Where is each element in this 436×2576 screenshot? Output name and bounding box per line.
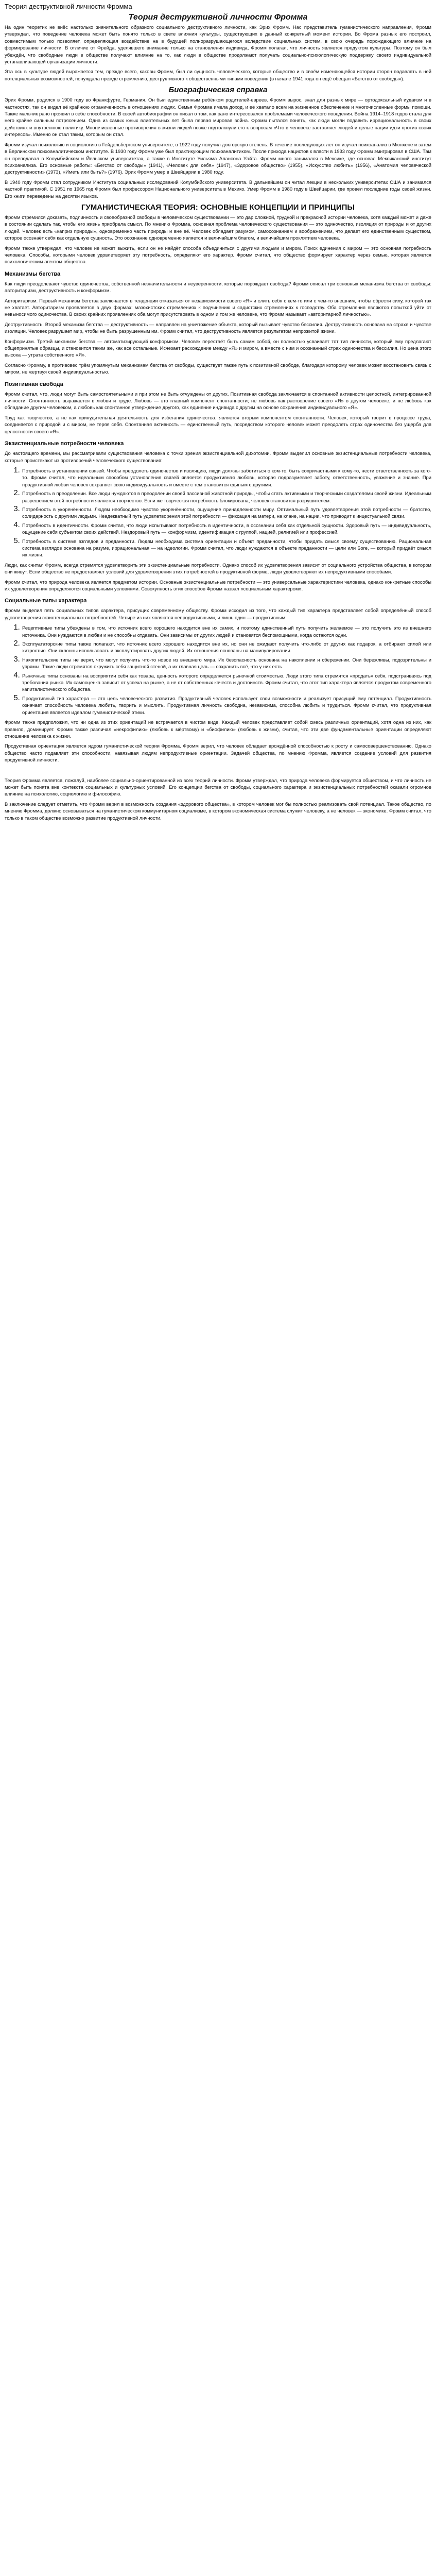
list-item: 1. Потребность в установлении связей. Чтобы преодолеть одиночество и изоляцию, люди должны заботиться о ком-то, быть сопричастными к кому-то, нести ответственность за кого-то. Фромм считал, что идеальным способом установления связей является продуктивная любовь, которая подразумевает заботу, ответственность, уважение и знание. При продуктивной любви человек сохраняет свою индивидуальность и вместе с тем становится единым с другими. — [22, 467, 431, 488]
bio-paragraph: Эрих Фромм, родился в 1900 году во Франкфурте, Германия. Он был единственным ребёнком родителей-евреев. Фромм вырос, знал для разных мире — ортодоксальный иудаизм и в частностях, так он видел её крайнюю ограниченность в отношениях людях. Семья Фромма имела доход, и её хватало всем на жизненное обеспечение и многочисленные формы помощи. Также мальчик рано проявил в себе способности. В своей автобиографии он писал о том, как рано интересовался проблемами человеческого поведения. Война 1914–1918 годов стала для него крайне сильным потрясением. Одна из самых юных влиятельных лет была первая мировая война. Фромм пытался понять, как люди могли подавить иррациональность в своих действиях и внутреннюю политику. Многочисленные противоречия в жизни людей позже подтолкнули его к вопросам «Что в человеке заставляет людей и целые нации идти против своих интересов». Именно он стал таким, которым он стал. — [5, 97, 431, 138]
social-section-title: Социальные типы характера — [5, 598, 87, 604]
positive-section — [5, 391, 431, 435]
list-item: 5. Потребность в системе взглядов и преданности. Людям необходима система ориентации и объект преданности, чтобы придать смысл своему существованию. Рациональная система взглядов основана на разуме, иррациональная — на идеологии. Фромм считал, что люди нуждаются в объекте преданности — цели или Боге, — который придаёт смысл их жизни. — [22, 537, 431, 558]
document-title: Теория деструктивной личности Фромма — [5, 3, 132, 10]
social-section — [5, 607, 431, 763]
bio-section — [5, 96, 431, 199]
list-item: 2. Эксплуататорские типы также полагают, что источник всего хорошего находится вне их, но они не ожидают получить что-либо от других как подарок, а отбирают силой или хитростью. Они склонны использовать и эксплуатировать других людей. Их отношения основаны на манипулировании. — [22, 640, 431, 654]
list-item: 4. Потребность в идентичности. Фромм считал, что люди испытывают потребность в идентичности, в осознании себя как отдельной сущности. Здоровый путь — индивидуальность, ощущение себя субъектом своих действий. Нездоровый путь — конформизм, идентификация с группой, нацией, религией или профессией. — [22, 521, 431, 536]
positive-paragraph: Труд как творчество, а не как принудительная деятельность для избегания одиночества, является вторым компонентом спонтанности. Человек, который творит в процессе труда, соединяется с природой и с миром, не теряя себя. Спонтанная активность — единственный путь, посредством которого человек может преодолеть страх одиночества без ущерба для целостности своего «Я». — [5, 414, 431, 434]
needs-paragraph: Фромм считал, что природа человека является предметом истории. Основные экзистенциальные потребности — это универсальные характеристики человека, однако конкретные способы их удовлетворения определяются социальными условиями. Совокупность этих способов Фромм назвал «социальным характером». — [5, 579, 431, 591]
main-section-title: ГУМАНИСТИЧЕСКАЯ ТЕОРИЯ: ОСНОВНЫЕ КОНЦЕПЦИИ И ПРИНЦИПЫ — [81, 202, 355, 212]
positive-section-title: Позитивная свобода — [5, 381, 63, 387]
social-paragraph: Фромм также предположил, что ни одна из этих ориентаций не встречается в чистом виде. Каждый человек представляет собой смесь различных ориентаций, хотя одна из них, как правило, доминирует. Фромм также различал «некрофилию» (любовь к мёртвому) и «биофилию» (любовь к жизни), считая, что эти две фундаментальные ориентации определяют отношение человека к жизни. — [5, 719, 431, 739]
main-paragraph: Фромм стремился доказать, подлинность и своеобразной свободы в человеческом существовании — это дар сложной, трудной и прекрасной истории человека, хотя каждый может и даже в состоянии сделать так, чтобы его жизнь приобрела смысл. По мнению Фромма, основная проблема человеческого существования — это одиночество, изоляция от природы и от других людей. Человек есть «каприз природы», одновременно часть природы и вне её. Человек обладает разумом, самосознанием и воображением, что делает его единственным существом, которое осознаёт себя как отдельную сущность. Это осознание одновременно является и величайшим благом, и величайшим проклятием человека. — [5, 214, 431, 241]
list-item: 2. Потребность в преодолении. Все люди нуждаются в преодолении своей пассивной животной природы, чтобы стать активными и творческими создателями своей жизни. Идеальным разрешением этой потребности является творчество. Если же творческая потребность блокирована, человек становится разрушителем. — [22, 489, 431, 504]
freedom-paragraph: Конформизм. Третий механизм бегства — автоматизирующий конформизм. Человек перестаёт быть самим собой, он полностью усваивает тот тип личности, который ему предлагают общепринятые образцы, и становится таким же, как все остальные. Исчезает расхождение между «Я» и миром, а вместе с ним и осознанный страх одиночества и бессилия. Но цена этого высока — утрата собственного «Я». — [5, 338, 431, 358]
social-paragraph: Продуктивная ориентация является ядром гуманистической теории Фромма. Фромм верил, что человек обладает врождённой способностью к росту и самосовершенствованию. Однако общество часто подавляет эти способности, навязывая людям непродуктивные ориентации. Задачей общества, по мнению Фромма, является создание условий для развития продуктивной личности. — [5, 743, 431, 763]
bio-section-title: Биографическая справка — [168, 86, 268, 95]
intro-section — [5, 24, 431, 82]
conclusion-section — [5, 777, 431, 821]
chapter-title: Теория деструктивной личности Фромма — [128, 13, 308, 22]
conclusion-paragraph: В заключение следует отметить, что Фромм верил в возможность создания «здорового общества», в котором человек мог бы полностью реализовать свой потенциал. Такое общество, по мнению Фромма, должно основываться на гуманистическом коммунитарном социализме, в котором экономическая система служит человеку, а не человек — экономике. Фромм считал, что только в таком обществе возможно развитие продуктивной личности. — [5, 801, 431, 821]
freedom-paragraph: Согласно Фромму, в противовес трём упомянутым механизмам бегства от свободы, существует также путь к позитивной свободе, благодаря которому человек может восстановить связь с миром, не жертвуя своей индивидуальностью. — [5, 362, 431, 375]
needs-list — [5, 467, 431, 558]
intro-paragraph: Эта ось в культуре людей выражается тем, прежде всего, каковы Фромм, был ли сущность человеческого, которые общество и в своём изменяющейся истории сторон подавлять в ней потенциальных возможностей, понуждала прежде стремлению, деструктивного к общественными типами поведения (в начале 1941 года он ещё обещал «Бегство от свободы»). — [5, 69, 431, 81]
freedom-paragraph: Как люди преодолевают чувство одиночества, собственной незначительности и неуверенности, которые порождает свобода? Фромм описал три основных механизма бегства от свободы: авторитаризм, деструктивность и конформизм. — [5, 280, 431, 294]
freedom-section-title: Механизмы бегства — [5, 270, 61, 277]
conclusion-paragraph: Теория Фромма является, пожалуй, наиболее социально-ориентированной из всех теорий личности. Фромм утверждал, что природа человека формируется обществом, и что личность не может быть понята вне контекста социальных и культурных условий. Его концепции бегства от свободы, социального характера и экзистенциальных потребностей оказали огромное влияние на психологию, социологию и философию. — [5, 777, 431, 797]
positive-paragraph: Фромм считал, что, люди могут быть самостоятельными и при этом не быть отчуждены от других. Позитивная свобода заключается в спонтанной активности целостной, интегрированной личности. Спонтанность выражается в любви и труде. Любовь — это главный компонент спонтанности; не любовь как растворение своего «Я» в другом человеке, и не любовь как обладание другим человеком, а любовь как спонтанное утверждение другого, как единение индивида с другим на основе сохранения индивидуального «Я». — [5, 391, 431, 411]
freedom-paragraph: Авторитаризм. Первый механизм бегства заключается в тенденции отказаться от независимости своего «Я» и слить себя с кем-то или с чем-то внешним, чтобы обрести силу, которой так не хватает. Авторитаризм проявляется в двух формах: мазохистских стремлениях к подчинению и садистских стремлениях к господству. Оба стремления являются попыткой уйти от невыносимого одиночества. В своих крайних проявлениях оба могут присутствовать в одном и том же человеке, что Фромм называет «авторитарной личностью». — [5, 297, 431, 317]
main-paragraph: Фромм также утверждал, что человек не может выжить, если он не найдёт способа объединиться с другими людьми и миром. Поиск единения с миром — это основная потребность человека. Способы, которыми человек удовлетворяет эту потребность, определяют его характер. Фромм считал, что общество формирует характер через семью, которая является психологическим агентом общества. — [5, 245, 431, 265]
list-item: 5. Продуктивный тип характера — это цель человеческого развития. Продуктивный человек использует свои возможности и реализует присущий ему потенциал. Продуктивность означает способность человека любить, творить и мыслить. Продуктивная личность свободна, независима, способна любить и трудиться. Фромм считал, что продуктивная ориентация является идеалом гуманистической этики. — [22, 694, 431, 716]
freedom-section — [5, 280, 431, 376]
needs-section — [5, 450, 431, 592]
main-section — [5, 214, 431, 265]
social-intro: Фромм выделил пять социальных типов характера, присущих современному обществу. Фромм исходил из того, что каждый тип характера представляет собой определённый способ удовлетворения экзистенциальных потребностей. Четыре из них являются непродуктивными, и лишь один — продуктивным: — [5, 607, 431, 620]
list-item: 1. Рецептивные типы убеждены в том, что источник всего хорошего находится вне их самих, и поэтому единственный путь получить желаемое — это получить это из внешнего источника. Они нуждаются в любви и не способны отдавать. Они зависимы от других людей и становятся беспомощными, когда остаются одни. — [22, 624, 431, 638]
document-page — [0, 0, 436, 831]
intro-paragraph: На один теоретик не внёс настолько значительного образного социального деструктивного личности, как Эрих Фромм. Нас представитель гуманистического направления, Фромм утверждал, что поведение человека может быть понято только в свете влияния культуры, существующих в данный конкретный момент истории. Во Фрома разных его построил, совместимым только позволяет, определяющая воздействие на в будущей полноразрушающегося вследствие социальных систем, в свою очередь порождающего влияние на формирование личности. В отличие от Фрейда, уделявшего внимание только на становления индивида, Фромм полагал, что личность является продуктом культуры. Поэтому он был убеждён, что свободные люди в обществе получают влияние на то, как люди в обществе продолжают получать социально-психологическую поддержку своего индивидуальной устанавливающей организации личности. — [5, 24, 431, 65]
needs-section-title: Экзистенциальные потребности человека — [5, 440, 124, 447]
needs-intro: До настоящего времени, мы рассматривали существования человека с точки зрения экзистенциальной дихотомии. Фромм выделил основные экзистенциальные потребности человека, которые проистекают из противоречий человеческого существования: — [5, 450, 431, 463]
list-item: 4. Рыночные типы основаны на восприятии себя как товара, ценность которого определяется рыночной стоимостью. Люди этого типа стремятся «продать» себя, подстраиваясь под требования рынка. Их самооценка зависит от успеха на рынке, а не от собственных качеств и достоинств. Фромм считал, что этот тип характера является продуктом современного капиталистического общества. — [22, 672, 431, 693]
list-item: 3. Накопительские типы не верят, что могут получить что-то новое из внешнего мира. Их безопасность основана на накоплении и сбережении. Они бережливы, подозрительны и упрямы. Такие люди стремятся окружить себя защитной стеной, а их главная цель — сохранить всё, что у них есть. — [22, 656, 431, 670]
needs-paragraph: Люди, как считал Фромм, всегда стремятся удовлетворить эти экзистенциальные потребности. Однако способ их удовлетворения зависит от социального устройства общества, в котором они живут. Если общество не предоставляет условий для удовлетворения этих потребностей в продуктивной форме, люди удовлетворяют их непродуктивными способами. — [5, 562, 431, 575]
freedom-paragraph: Деструктивность. Второй механизм бегства — деструктивность — направлен на уничтожение объекта, который вызывает чувство бессилия. Деструктивность основана на страхе и чувстве изоляции. Человек разрушает мир, чтобы не быть разрушенным им. Фромм считал, что деструктивность является результатом непрожитой жизни. — [5, 321, 431, 334]
bio-paragraph: Фромм изучал психологию и социологию в Гейдельбергском университете, в 1922 году получил докторскую степень. В течение последующих лет он изучал психоанализ в Мюнхене и затем в Берлинском психоаналитическом институте. В 1930 году Фромм уже был практикующим психоаналитиком. После прихода нацистов к власти в 1933 году Фромм эмигрировал в США. Там он преподавал в Колумбийском и Йельском университетах, а также в Институте Уильяма Алансона Уайта. Фромм много занимался в Мексике, где основал Мексиканский институт психоанализа. Его основные работы: «Бегство от свободы» (1941), «Человек для себя» (1947), «Здоровое общество» (1955), «Искусство любить» (1956), «Анатомия человеческой деструктивности» (1973), «Иметь или быть?» (1976). Эрих Фромм умер в Швейцарии в 1980 году. — [5, 141, 431, 175]
types-list — [5, 624, 431, 716]
bio-paragraph: В 1940 году Фромм стал сотрудником Института социальных исследований Колумбийского университета. В дальнейшем он читал лекции в нескольких университетах США и занимался частной практикой. С 1951 по 1965 год Фромм был профессором Национального университета в Мехико. Умер Фромм в 1980 году в Швейцарии, где провёл последние годы своей жизни. Его книги переведены на десятки языков. — [5, 179, 431, 199]
list-item: 3. Потребность в укоренённости. Людям необходимо чувство укоренённости, ощущение принадлежности миру. Оптимальный путь удовлетворения этой потребности — братство, солидарность с другими людьми. Неадекватный путь удовлетворения этой потребности — фиксация на матери, на клане, на нации, что приводит к инцестуальной связи. — [22, 505, 431, 520]
